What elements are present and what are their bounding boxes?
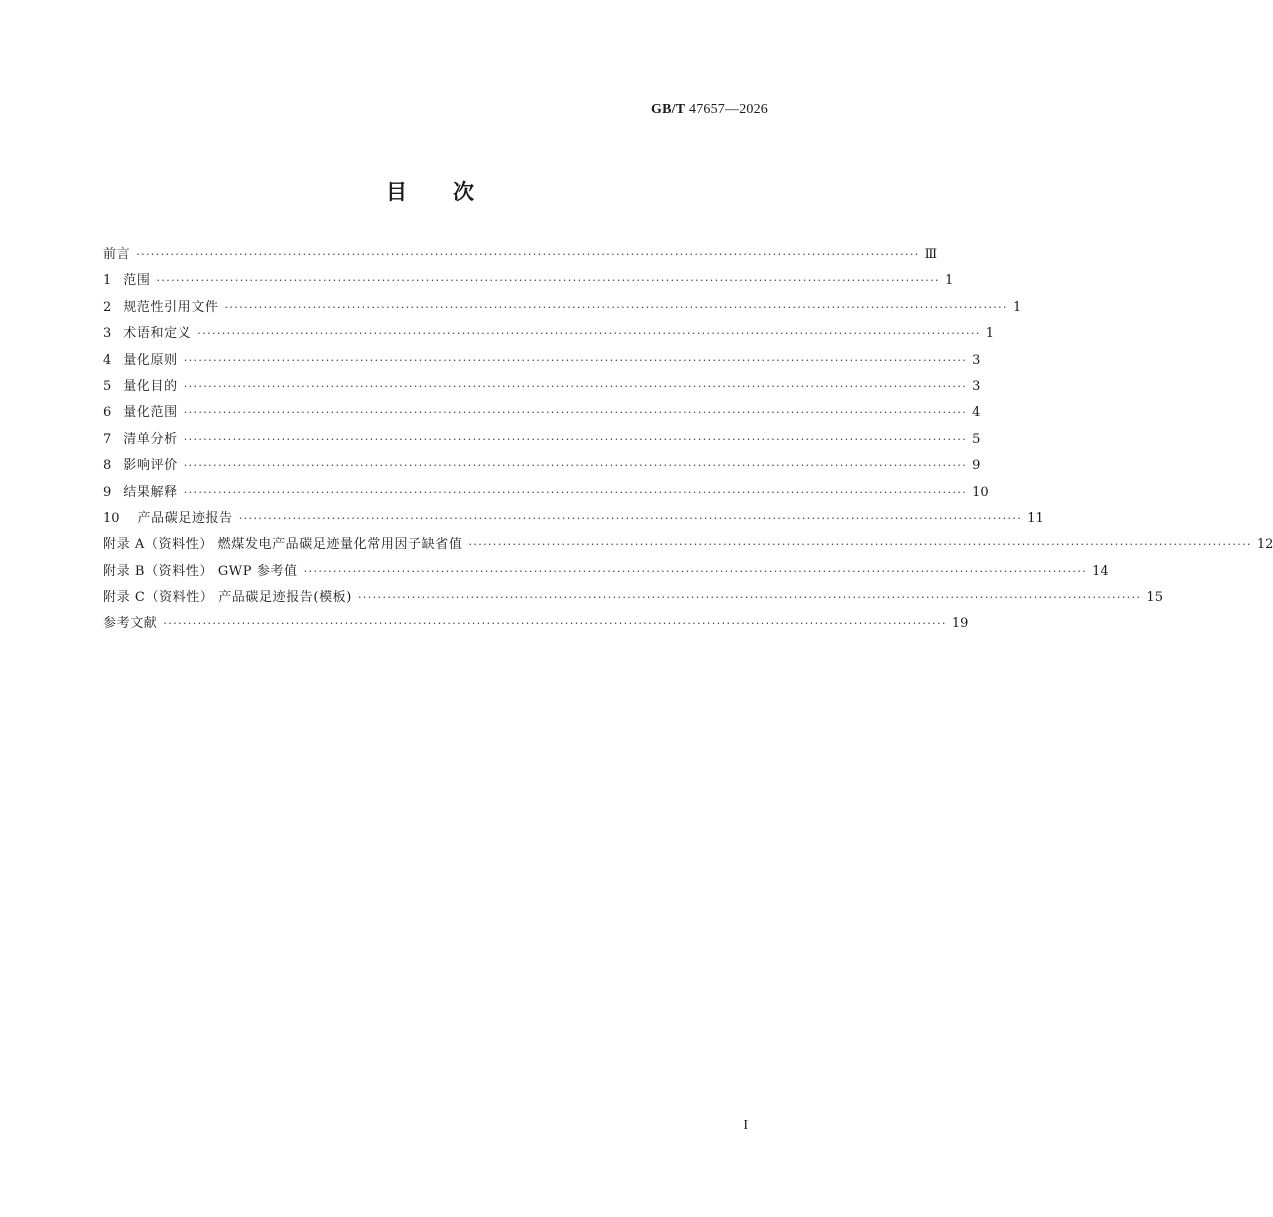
toc-entry-page: 3 [972,378,981,394]
toc-entry[interactable] [103,586,1163,612]
toc-entry-page: 1 [1012,299,1022,315]
toc-leader-dots: ································································································································································ [156,274,940,288]
toc-entry-page: 1 [944,273,954,289]
toc-entry-page: 14 [1092,563,1109,579]
toc-entry[interactable] [103,612,969,638]
toc-leader-dots: ································································································································································ [303,564,1088,578]
standard-code [651,102,768,118]
toc-entry[interactable] [103,401,981,427]
toc-entry-page: 3 [972,352,981,368]
toc-entry-page: 1 [985,326,995,342]
toc-entry-page: 10 [972,484,989,500]
toc-entry-page: 19 [951,616,969,632]
toc-entry-number: 1 [103,273,112,289]
toc-leader-dots: ································································································································································ [224,300,1008,314]
toc-entry-label: 规范性引用文件 [123,299,219,315]
toc-entry[interactable] [103,428,981,454]
toc-entry[interactable] [103,243,938,269]
toc-leader-dots: ································································································································································ [136,248,920,261]
title-char-left: 目 [386,180,407,204]
toc-leader-dots: ································································································································································ [183,353,968,367]
toc-entry-label: 结果解释 [123,484,178,500]
toc-entry-number: 5 [103,378,112,394]
toc-entry-label: 产品碳足迹报告 [137,510,233,526]
toc-leader-dots: ································································································································································ [238,511,1023,525]
toc-entry[interactable] [103,349,981,375]
toc-entry[interactable] [103,533,1273,559]
toc-leader-dots: ································································································································································ [183,406,968,420]
toc-entry-label: 附录 A（资料性） 燃煤发电产品碳足迹量化常用因子缺省值 [103,537,463,553]
toc-entry[interactable] [103,481,989,507]
toc-entry-number: 7 [103,431,112,447]
toc-entry-page: 9 [972,458,981,474]
toc-leader-dots: ································································································································································ [468,538,1252,552]
page-number: I [743,1118,748,1133]
toc-entry-page: 12 [1256,537,1273,553]
toc-entry-page: 5 [972,431,981,447]
toc-entry[interactable] [103,269,954,295]
toc-entry-label: 附录 C（资料性） 产品碳足迹报告(模板) [103,590,352,606]
toc-entry-label: 范围 [123,273,151,289]
page-title [0,176,860,206]
toc-entry-label: 影响评价 [123,458,178,474]
toc-leader-dots: ································································································································································ [183,485,968,499]
toc-leader-dots: ································································································································································ [163,617,947,631]
standard-number: 47657—2026 [689,102,768,117]
toc-entry[interactable] [103,322,995,348]
toc-entry-label: 清单分析 [123,431,178,447]
toc-leader-dots: ································································································································································ [357,591,1142,605]
toc-leader-dots: ································································································································································ [183,459,968,473]
toc-entry-number: 3 [103,326,112,342]
toc-entry-label: 术语和定义 [123,326,192,342]
title-char-right: 次 [453,180,474,204]
toc-entry[interactable] [103,507,1044,533]
toc-entry[interactable] [103,454,981,480]
toc-entry-label: 量化范围 [123,405,178,421]
toc-entry-number: 4 [103,352,112,368]
toc-entry-number: 6 [103,405,112,421]
toc-entry-page: Ⅲ [924,247,938,262]
toc-entry[interactable] [103,375,981,401]
toc-entry-page: 11 [1027,510,1044,526]
toc-leader-dots: ································································································································································ [197,327,981,341]
toc-entry-label: 量化原则 [123,352,178,368]
toc-entry[interactable] [103,296,1022,322]
toc-entry-page: 15 [1146,590,1163,606]
toc-entry-label: 量化目的 [123,378,178,394]
toc-entry-number: 8 [103,458,112,474]
toc-entry-label: 前言 [103,247,131,262]
toc-entry-number: 9 [103,484,112,500]
standard-prefix: GB/T [651,102,686,117]
toc-entry-number: 2 [103,299,112,315]
toc-entry[interactable] [103,560,1109,586]
toc-leader-dots: ································································································································································ [183,432,968,446]
toc-leader-dots: ································································································································································ [183,379,968,393]
toc-entry-label: 参考文献 [103,616,158,632]
table-of-contents [103,243,1273,639]
toc-entry-number: 10 [103,510,120,526]
toc-entry-page: 4 [972,405,981,421]
toc-entry-label: 附录 B（资料性） GWP 参考值 [103,563,298,579]
